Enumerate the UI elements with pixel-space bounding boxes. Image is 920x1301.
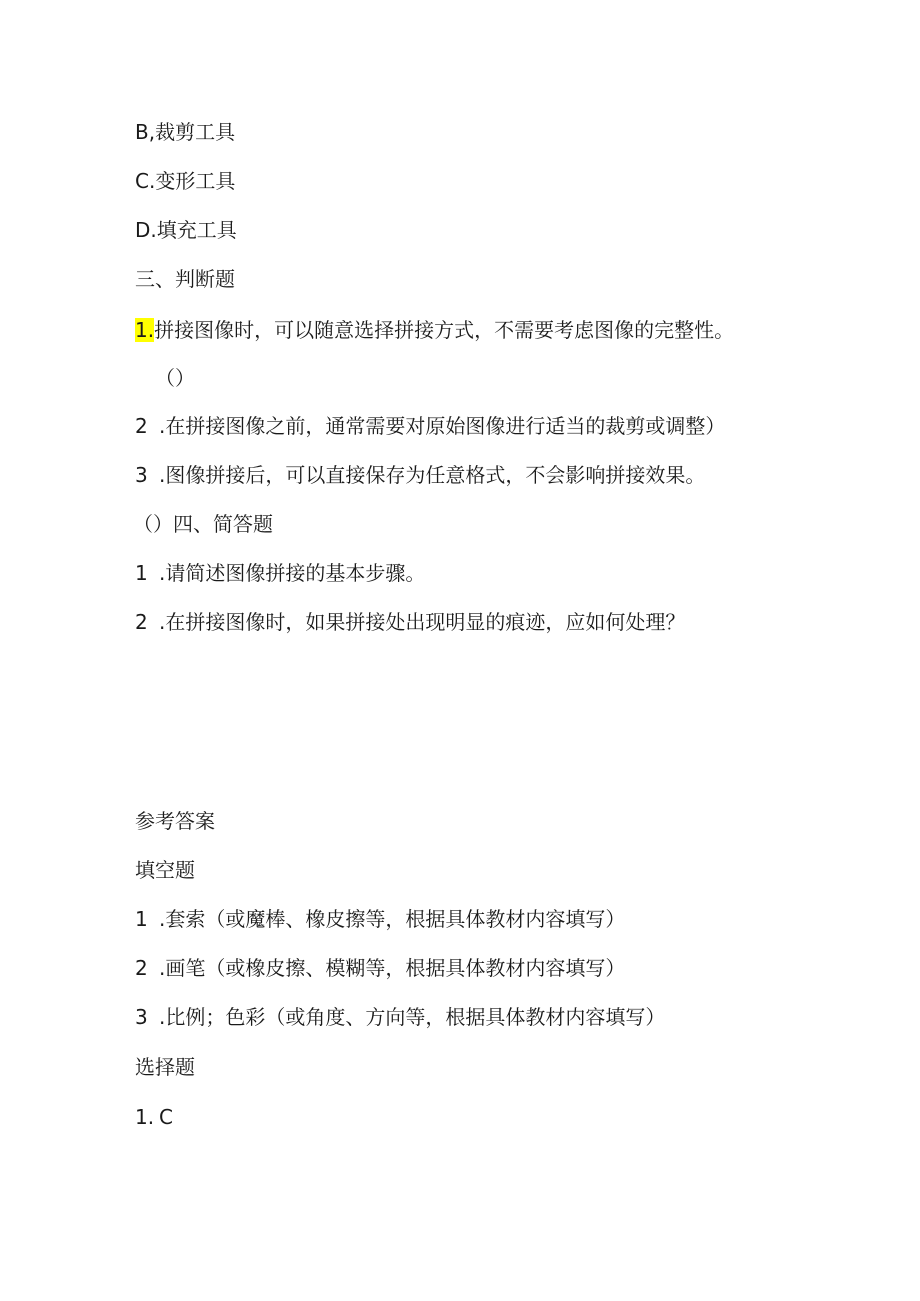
answer-number: 3 <box>135 1005 148 1029</box>
answers-fill-heading: 填空题 <box>135 858 195 882</box>
answer-number: 1. <box>135 1105 155 1129</box>
option-c: C.变形工具 <box>135 169 236 193</box>
judge-question-3 <box>135 461 705 489</box>
short-question-1-text: .请简述图像拼接的基本步骤。 <box>159 561 426 585</box>
judge-question-2-text: .在拼接图像之前，通常需要对原始图像进行适当的裁剪或调整） <box>159 414 726 438</box>
section-heading-judge: 三、判断题 <box>135 267 235 291</box>
answer-parens: （） <box>155 366 195 390</box>
choice-answer-1-text: C <box>159 1105 173 1129</box>
answers-choice-heading: 选择题 <box>135 1055 195 1079</box>
judge-question-1-text: 拼接图像时，可以随意选择拼接方式，不需要考虑图像的完整性。 <box>154 318 735 342</box>
fill-answer-1-text: .套索（或魔棒、橡皮擦等，根据具体教材内容填写） <box>159 907 626 931</box>
question-number: 2 <box>135 414 148 438</box>
fill-answer-2 <box>135 954 625 982</box>
fill-answer-2-text: .画笔（或橡皮擦、模糊等，根据具体教材内容填写） <box>159 956 626 980</box>
short-question-2 <box>135 608 685 636</box>
fill-answer-3 <box>135 1003 665 1031</box>
answers-title: 参考答案 <box>135 809 215 833</box>
option-b: B,裁剪工具 <box>135 120 236 144</box>
short-question-2-text: .在拼接图像时，如果拼接处出现明显的痕迹，应如何处理？ <box>159 610 686 634</box>
fill-answer-3-text: .比例；色彩（或角度、方向等，根据具体教材内容填写） <box>159 1005 666 1029</box>
highlighted-number: 1. <box>135 318 155 342</box>
question-number: 2 <box>135 610 148 634</box>
fill-answer-1 <box>135 905 625 933</box>
question-number: 1 <box>135 561 148 585</box>
choice-answer-1 <box>135 1103 173 1131</box>
judge-question-3-text: .图像拼接后，可以直接保存为任意格式，不会影响拼接效果。 <box>159 463 706 487</box>
short-question-1 <box>135 559 425 587</box>
answer-number: 2 <box>135 956 148 980</box>
section-heading-short: （）四、简答题 <box>133 512 273 536</box>
question-number: 3 <box>135 463 148 487</box>
judge-question-2 <box>135 412 725 440</box>
answer-number: 1 <box>135 907 148 931</box>
judge-question-1 <box>135 316 734 344</box>
option-d: D.填充工具 <box>135 218 237 242</box>
